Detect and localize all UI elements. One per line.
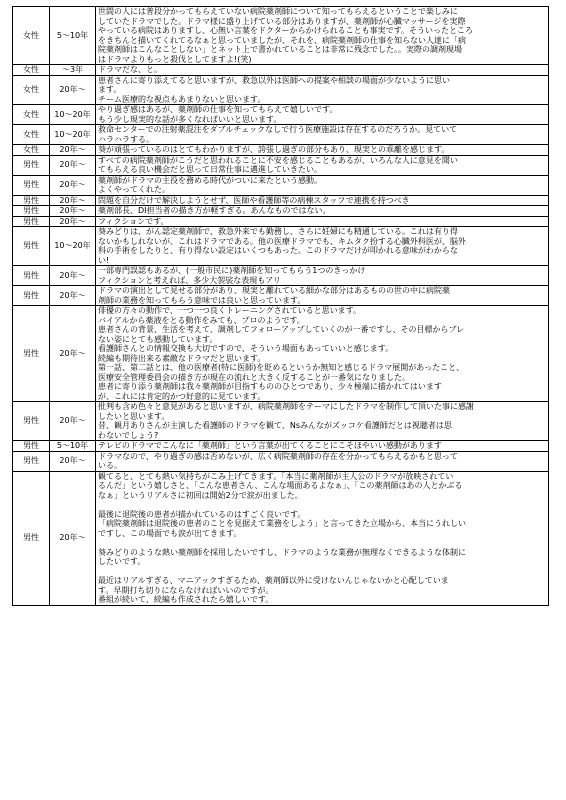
table-row [13,286,549,306]
comment-line: 一部専門誤認もあるが、(一般市民に)薬剤師を知ってもらう1つのきっかけ [98,266,366,275]
gender-cell: 男性 [13,216,50,227]
years-cell: 20年～ [50,175,96,195]
comment-line: をきちんと描いてくれてるなぁと思っていましたが、それを、病院薬剤師の仕事を知らない人達に「病 [98,35,466,45]
years-cell: 20年～ [50,451,96,471]
gender-cell: 男性 [13,306,50,402]
comment-line: ドラマの演出として見せる部分があり、現実と離れている細かな部分はあるものの世の中に病院薬 [98,286,450,295]
comment-line: ドラマなので、やり過ぎの感は否めないが、広く病院薬剤師の存在を分かってもらえるかもと思って [98,451,458,461]
years-cell: 5～10年 [50,7,96,65]
comment-cell [96,441,549,452]
comment-line: 看護師さんとの情報交換も大切ですので、そういう場面もあっていいと感じます。 [98,344,394,353]
comment-line [98,500,546,510]
comment-line: 患者に寄り添う薬剤師は我々薬剤師が目指すもののひとつであり、少々極端に描かれてはいます [98,382,442,391]
comment-line: ですし、この場面でも涙が出てきます。 [98,528,242,538]
comment-line: ないかもしれないが、これはドラマである。他の医療ドラマでも、キムタク扮する心臓外科医が、脳外 [98,236,466,246]
comment-line [98,538,546,548]
comment-cell [96,216,549,227]
years-cell: 20年～ [50,286,96,306]
comment-cell [96,471,549,605]
gender-cell: 女性 [13,105,50,125]
comment-line: てもらえる良い機会だと思って日常仕事に邁進していきたい。 [98,165,322,174]
table-row [13,306,549,402]
gender-cell: 女性 [13,75,50,105]
table-row [13,105,549,125]
comment-line: 最近はリアルすぎる、マニアックすぎるため、薬剤師以外に受けないんじゃないかと心配していま [98,576,449,585]
comment-line: 葵みどりは、がん認定薬剤師で、救急外来でも勤務し、さらに妊婦にも精通している。これは有り得 [98,227,458,236]
comment-line: 問題を自分だけで解決しようとせず、医師や看護師等の病棟スタッフで連携を持つべき [98,195,410,205]
comment-line: フィクションと考えれば、多少大袈裟な表現もアリ [98,275,281,285]
years-cell: 10～20年 [50,105,96,125]
comment-line: 番組が続いて、続編も作成されたら嬉しいです。 [98,595,274,604]
comment-cell [96,145,549,156]
comment-cell [96,402,549,441]
comment-line: もう少し現実的な話が多くなればいいと思います。 [98,114,282,124]
years-cell: 10～20年 [50,125,96,145]
comment-line: やっている病院はありますし、心無い言葉をドクターからかけられることも事実です。そういったところ [98,26,474,35]
years-cell: 10～20年 [50,227,96,266]
gender-cell: 男性 [13,155,50,175]
comment-line: 救命センターでの注射薬混注をダブルチェックなしで行う医療施設は存在するのだろうか。見ていて [98,125,458,134]
comment-cell [96,206,549,217]
table-row [13,441,549,452]
comment-line: 続編も期待出来る素敵なドラマだと思います。 [98,353,266,363]
table-row [13,402,549,441]
gender-cell: 女性 [13,145,50,156]
gender-cell: 男性 [13,227,50,266]
gender-cell: 男性 [13,195,50,206]
table-row [13,175,549,195]
comment-line: るんだ」という嬉しさと、「こんな患者さん、こんな場面あるよなぁ」、「この薬剤師はあの人とかぶる [98,481,463,490]
table-row [13,195,549,206]
years-cell: 20年～ [50,145,96,156]
gender-cell: 男性 [13,266,50,286]
gender-cell: 女性 [13,125,50,145]
comment-cell [96,266,549,286]
table-row [13,216,549,227]
gender-cell: 男性 [13,206,50,217]
comment-line [98,567,546,577]
table-row [13,125,549,145]
comment-line: すべての病院薬剤師がこうだと思われることに不安を感じることもあるが、いろんな人に意見を聞い [98,155,458,165]
comment-line: 「病院薬剤師は退院後の患者のことを見据えて業務をしよう」と言ってきた立場から、本当にうれしい [98,519,466,528]
table-row [13,65,549,76]
years-cell: 20年～ [50,266,96,286]
gender-cell: 女性 [13,65,50,76]
comment-line: 俳優の方々の動作で、一つ一つ良くトレーニングされていると思います。 [98,306,362,315]
comment-line: 世間の人には普段分かってもらえていない病院薬剤師について知ってもらえるということで楽しみに [98,7,458,16]
comment-cell [96,227,549,266]
table-row [13,206,549,217]
comment-line: いる。 [98,461,122,470]
comment-line: していたドラマでした。ドラマ様に盛り上げている部分はありますが、薬剤師が心臓マッサージを実際 [98,16,466,26]
gender-cell: 男性 [13,451,50,471]
comment-line: わないでしょう? [98,430,159,440]
table-body [13,7,549,606]
comment-line: ハラハラする。 [98,134,154,144]
comment-line: 科の手術をしたりと、有り得ない設定はいくつもあった。このドラマだけが叩かれる意味がわからな [98,246,458,255]
comment-line: 葵みどりのような熱い薬剤師を採用したいですし、ドラマのような業務が無理なくできるような体制に [98,547,466,557]
comment-line: ドラマだな、と。 [98,65,162,74]
table-row [13,266,549,286]
survey-document [12,6,548,606]
gender-cell: 男性 [13,402,50,441]
comment-cell [96,155,549,175]
table-row [13,155,549,175]
comment-cell [96,105,549,125]
comment-cell [96,75,549,105]
comment-line: はドラマよりもっと殺伐としてますよ!(笑) [98,54,252,64]
years-cell: 20年～ [50,75,96,105]
comment-line: やり過ぎ感はあるが、薬剤師の仕事を知ってもらえて嬉しいです。 [98,105,338,114]
gender-cell: 男性 [13,441,50,452]
table-row [13,75,549,105]
comment-cell [96,195,549,206]
table-row [13,471,549,605]
table-row [13,7,549,65]
comment-line: す。早期打ち切りにならなければいいのですが。 [98,585,274,595]
years-cell: 20年～ [50,471,96,605]
comment-line: したいと思います。 [98,411,170,421]
comment-line: い! [98,255,110,265]
gender-cell: 男性 [13,471,50,605]
table-row [13,145,549,156]
gender-cell: 男性 [13,286,50,306]
comment-line: なぁ」というリアルさに初回は開始2分で涙が出ました。 [98,490,303,500]
comment-line: ない姿にとても感動しています。 [98,334,218,344]
comment-cell [96,175,549,195]
comment-line: 薬剤部長、DI担当者の描き方が軽すぎる。あんなものではない。 [98,206,331,215]
comment-cell [96,286,549,306]
comment-line: ます。 [98,85,122,94]
gender-cell: 女性 [13,7,50,65]
comment-line: 昔、観月ありさんが主演した看護師のドラマを観て、Nsみんながズッコケ看護師だとは視聴者は思 [98,421,452,430]
comment-line: 医療安全管理委員会の描き方が現在の流れと大きく反することが一番気になりました。 [98,372,410,382]
comment-line: 剤師の業務を知ってもらう意味では良いと思っています。 [98,295,306,305]
comment-line: フィクションです。 [98,216,169,226]
comment-line: 第一話、第二話とは、他の医療者(特に医師)を貶めるというか無知と感じるドラマ展開があったこと、 [98,363,465,372]
comment-line: チーム医療的な視点もあまりないと思います。 [98,94,266,104]
gender-cell: 男性 [13,175,50,195]
years-cell: 20年～ [50,306,96,402]
comment-line: 院薬剤師はこんなことしない」とネット上で書かれていることは非常に残念でした。。実際の調剤現場 [98,45,462,54]
years-cell: 20年～ [50,195,96,206]
comment-line: バイアルから薬液をとる動作をみても、プロのようです。 [98,315,305,325]
years-cell: 20年～ [50,402,96,441]
comment-line: 批判も含め色々と意見があると思いますが、病院薬剤師をテーマにしたドラマを制作して頂いた事に感謝 [98,402,474,411]
survey-comments-table [12,6,549,606]
comment-line: 薬剤師がドラマの主役を務める時代がついに来たという感動。 [98,175,322,185]
years-cell: 20年～ [50,155,96,175]
table-row [13,227,549,266]
comment-cell [96,65,549,76]
years-cell: 20年～ [50,206,96,217]
years-cell: ～3年 [50,65,96,76]
comment-line: 葵が頑張っているのはとてもわかりますが、誇張し過ぎの部分もあり、現実との乖離を感じます。 [98,145,450,154]
comment-line: テレビのドラマでこんなに「薬剤師」という言葉が出てくることにこそほやいい感動があります [98,441,442,450]
comment-line: よくやってくれた。 [98,185,170,194]
comment-line: 観てると、とても熱い気持ちがこみ上げてきます。「本当に薬剤師が主人公のドラマが放映されてい [98,471,454,481]
comment-line: したいです。 [98,557,146,566]
comment-line: 患者さんに寄り添えてると思いますが、救急以外は医師への提案や相談の場面が少ないように思い [98,75,450,85]
comment-cell [96,125,549,145]
comment-cell [96,451,549,471]
comment-line: 最後に退院後の患者が描かれているのはすごく良いです。 [98,509,306,519]
comment-line: 患者さんの背景、生活を考えて、調剤してフォローアップしていくのが一番ですし、その目標からブレ [98,325,465,334]
table-row [13,451,549,471]
comment-cell [96,306,549,402]
years-cell: 20年～ [50,216,96,227]
comment-cell [96,7,549,65]
years-cell: 5～10年 [50,441,96,452]
comment-line: が、これには肯定的かつ好意的に見ています。 [98,391,266,401]
